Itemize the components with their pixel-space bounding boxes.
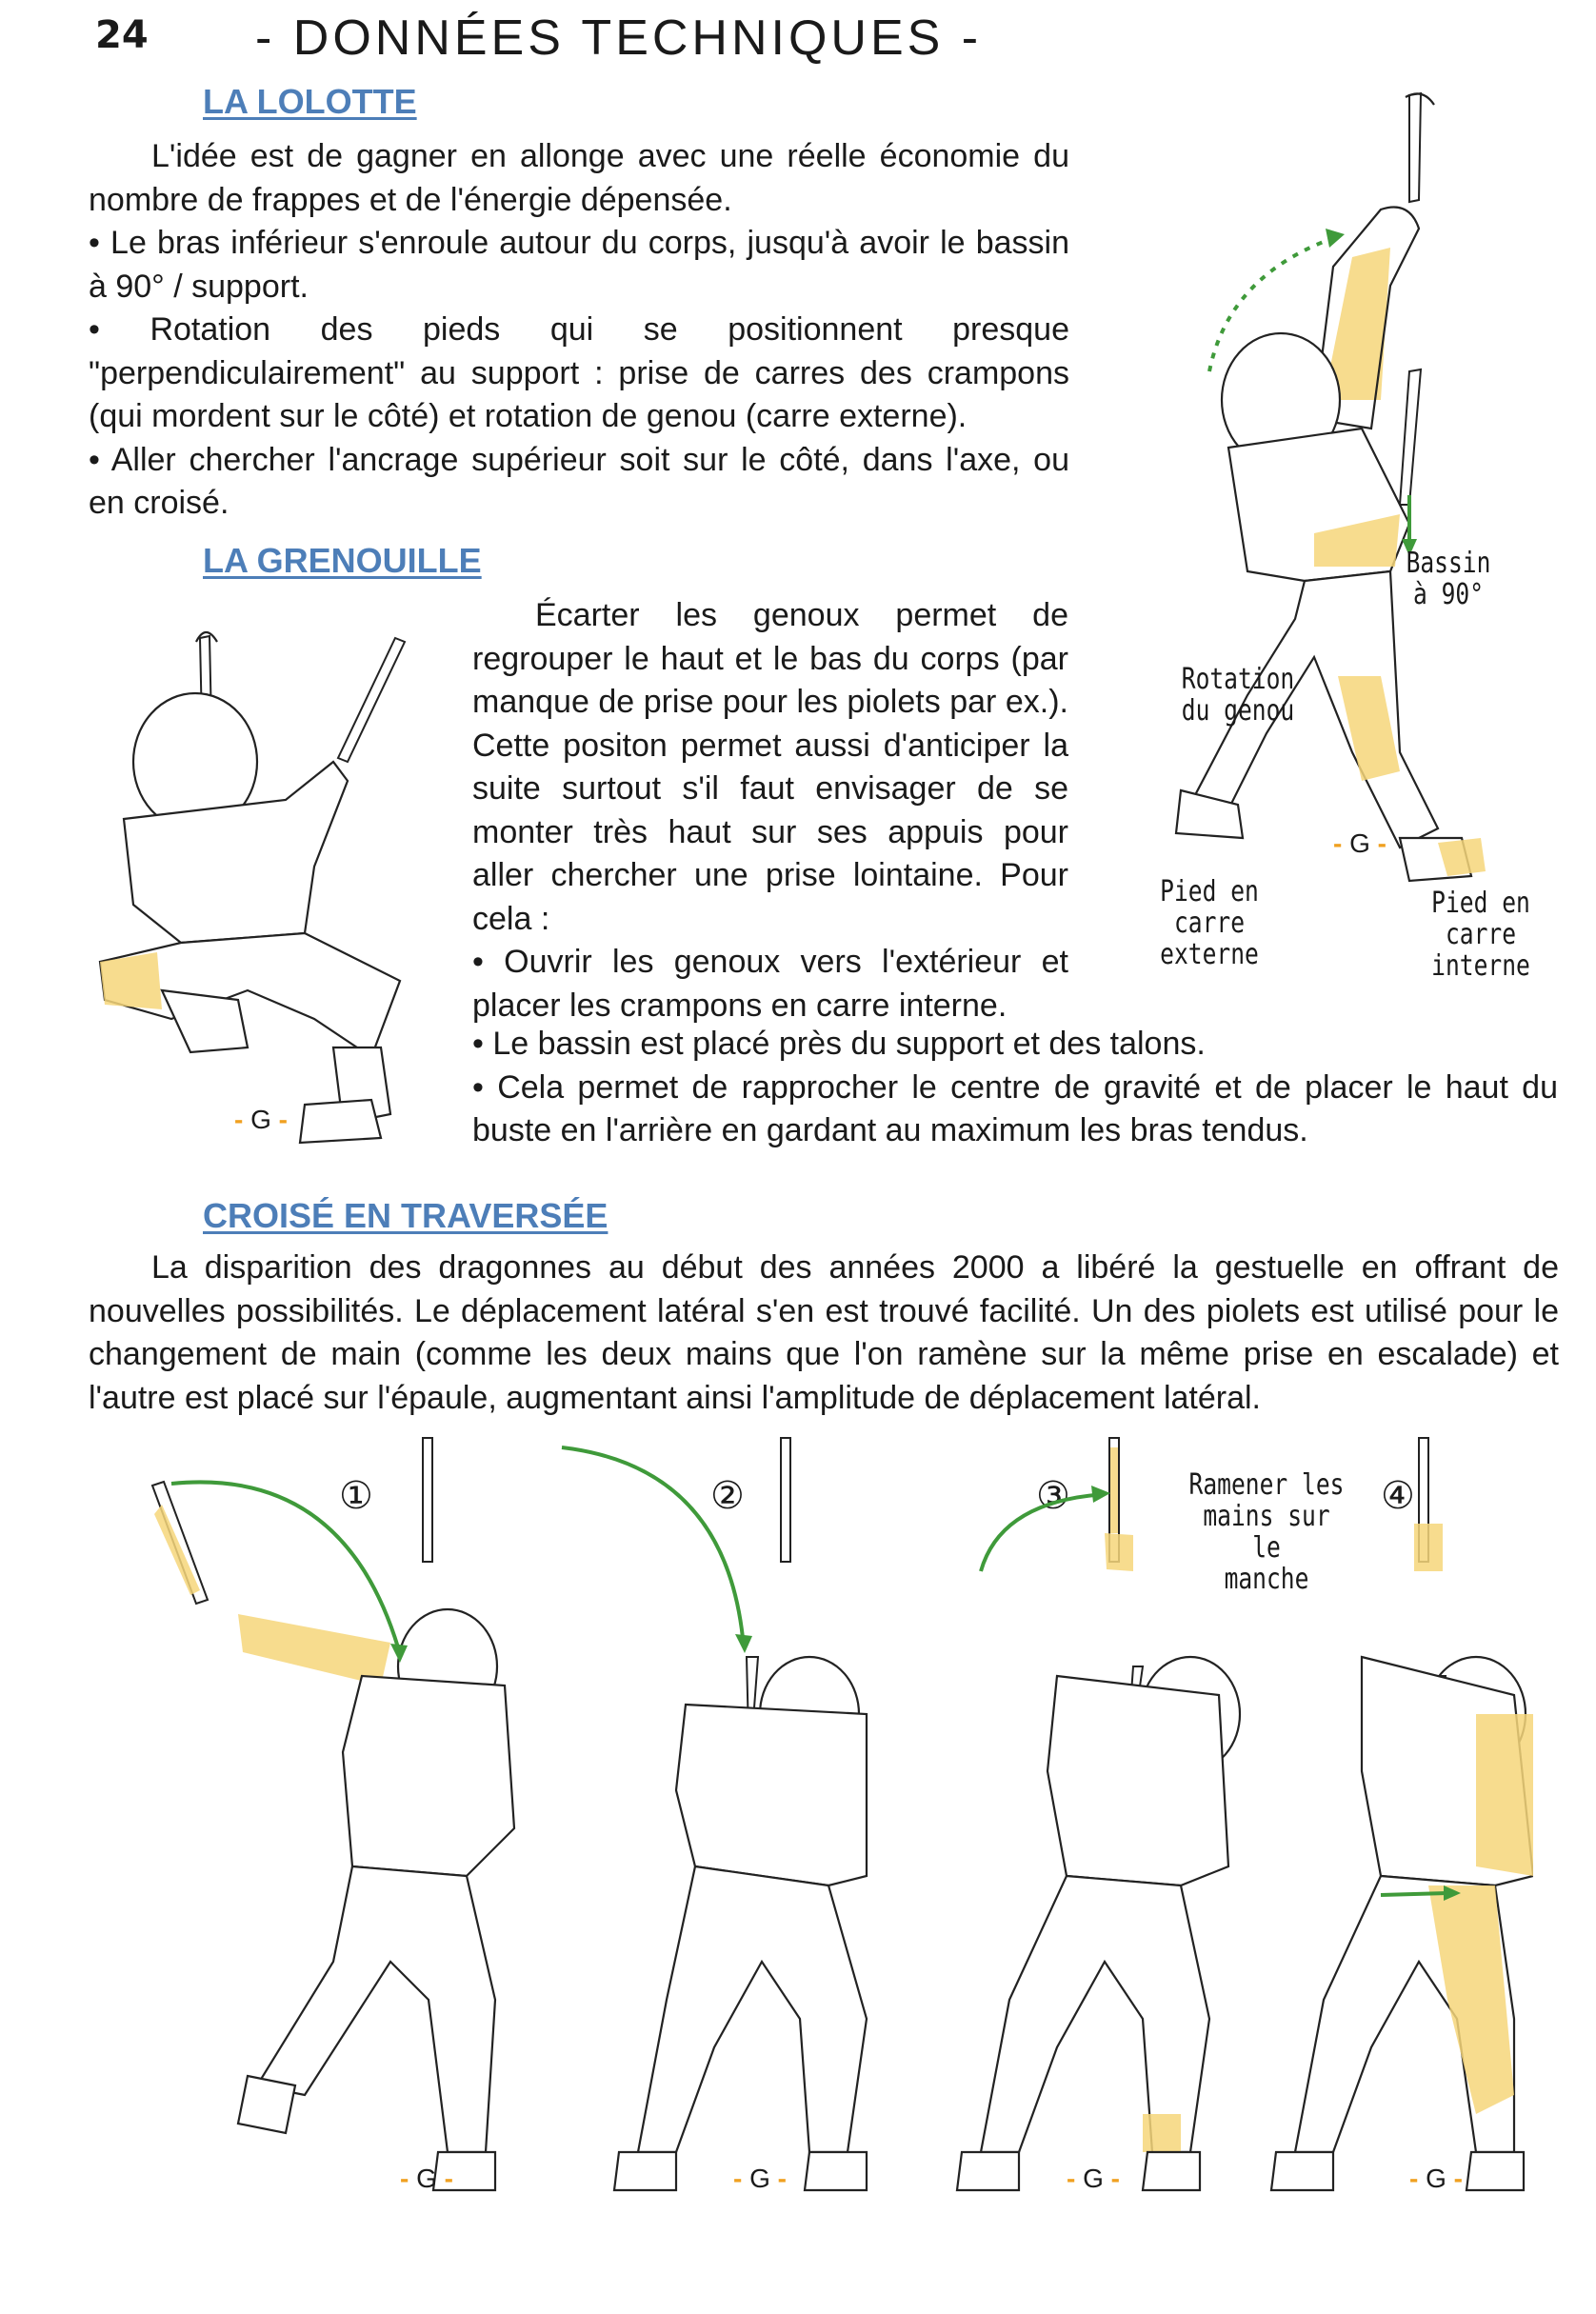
grenouille-bullet: • Ouvrir les genoux vers l'extérieur et placer les crampons en carre interne. [472, 944, 1068, 1024]
lolotte-bullet: • Le bras inférieur s'enroule autour du corps, jusqu'à avoir le bassin à 90° / support. [89, 225, 1069, 305]
gravity-label: G [416, 2164, 437, 2193]
traversee-figure-3 [957, 1438, 1240, 2190]
section-heading-croise: CROISÉ EN TRAVERSÉE [203, 1196, 608, 1235]
label-pied-carre-interne [1423, 888, 1540, 982]
traversee-figure-1 [152, 1438, 514, 2190]
grenouille-text-main [472, 594, 1068, 1027]
lolotte-text [89, 135, 1069, 526]
ice-axe-icon [1400, 369, 1421, 505]
ice-axe-icon [1409, 93, 1421, 202]
traversee-sequence-illustration [143, 1428, 1533, 2247]
traversee-figure-2 [562, 1438, 867, 2190]
gravity-center-marker: - G - [234, 1105, 288, 1134]
grenouille-text-wide [472, 1023, 1558, 1153]
ice-axe-icon [338, 638, 405, 762]
grenouille-climber-illustration [86, 619, 409, 1162]
lolotte-bullet: • Aller chercher l'ancrage supérieur soit sur le côté, dans l'axe, ou en croisé. [89, 441, 1069, 521]
grenouille-paragraph: Écarter les genoux permet de regrouper le haut et le bas du corps (par manque de prise pour les piolets par ex.). Cette positon permet aussi d'anticiper la suite surtout s'il faut envisager de se monter très haut sur ses appuis pour aller chercher une prise lointaine. Pour cela : [472, 597, 1068, 937]
label-bassin [1390, 548, 1507, 610]
label-ramener-text: Ramener les mains sur le manche [1188, 1468, 1345, 1596]
gravity-label: G [749, 2164, 770, 2193]
lolotte-climber-illustration [1124, 86, 1543, 1000]
gravity-center-marker: - G - [1333, 828, 1387, 858]
section-heading-lolotte: LA LOLOTTE [203, 82, 417, 121]
gravity-center-marker: - G - [1067, 2164, 1120, 2193]
gravity-label: G [250, 1105, 271, 1134]
step-number: ③ [1036, 1475, 1070, 1517]
step-number: ④ [1381, 1475, 1415, 1517]
grenouille-bullet: • Le bassin est placé près du support et des talons. [472, 1026, 1206, 1062]
label-pied-carre-externe [1151, 876, 1268, 970]
lolotte-bullet: • Rotation des pieds qui se positionnent presque "perpendiculairement" au support : prise de carres des crampons (qui mordent sur le côté) et rotation de genou (carre externe). [89, 311, 1069, 434]
label-bassin-text: Bassin à 90° [1406, 547, 1491, 611]
gravity-label: G [1349, 828, 1370, 858]
page-number: 24 [95, 13, 149, 57]
gravity-center-marker: - G - [733, 2164, 787, 2193]
label-pied-interne-text: Pied en carre interne [1431, 887, 1530, 983]
gravity-center-marker: - G - [1409, 2164, 1463, 2193]
step-number: ② [710, 1475, 745, 1517]
step-number: ① [339, 1475, 373, 1517]
lolotte-paragraph: L'idée est de gagner en allonge avec une réelle économie du nombre de frappes et de l'énergie dépensée. [89, 138, 1069, 218]
traversee-figure-4 [1271, 1438, 1533, 2190]
gravity-center-marker: - G - [400, 2164, 453, 2193]
label-rotation-text: Rotation du genou [1181, 663, 1295, 728]
croise-paragraph: La disparition des dragonnes au début des années 2000 a libéré la gestuelle en offrant de nouvelles possibilités. Le déplacement latéral s'en est trouvé facilité. Un des piolets est utilisé pour le changement de main (comme les deux mains que l'on ramène sur la même prise en escalade) et l'autre est placé sur l'épaule, augmentant ainsi l'amplitude de déplacement latéral. [89, 1249, 1559, 1416]
label-pied-externe-text: Pied en carre externe [1160, 875, 1259, 971]
section-heading-grenouille: LA GRENOUILLE [203, 541, 482, 580]
page-title: - DONNÉES TECHNIQUES - [255, 10, 983, 66]
gravity-label: G [1426, 2164, 1446, 2193]
label-rotation-genou [1171, 664, 1304, 727]
gravity-label: G [1083, 2164, 1104, 2193]
grenouille-bullet: • Cela permet de rapprocher le centre de gravité et de placer le haut du buste en l'arrière en gardant au maximum les bras tendus. [472, 1068, 1558, 1148]
